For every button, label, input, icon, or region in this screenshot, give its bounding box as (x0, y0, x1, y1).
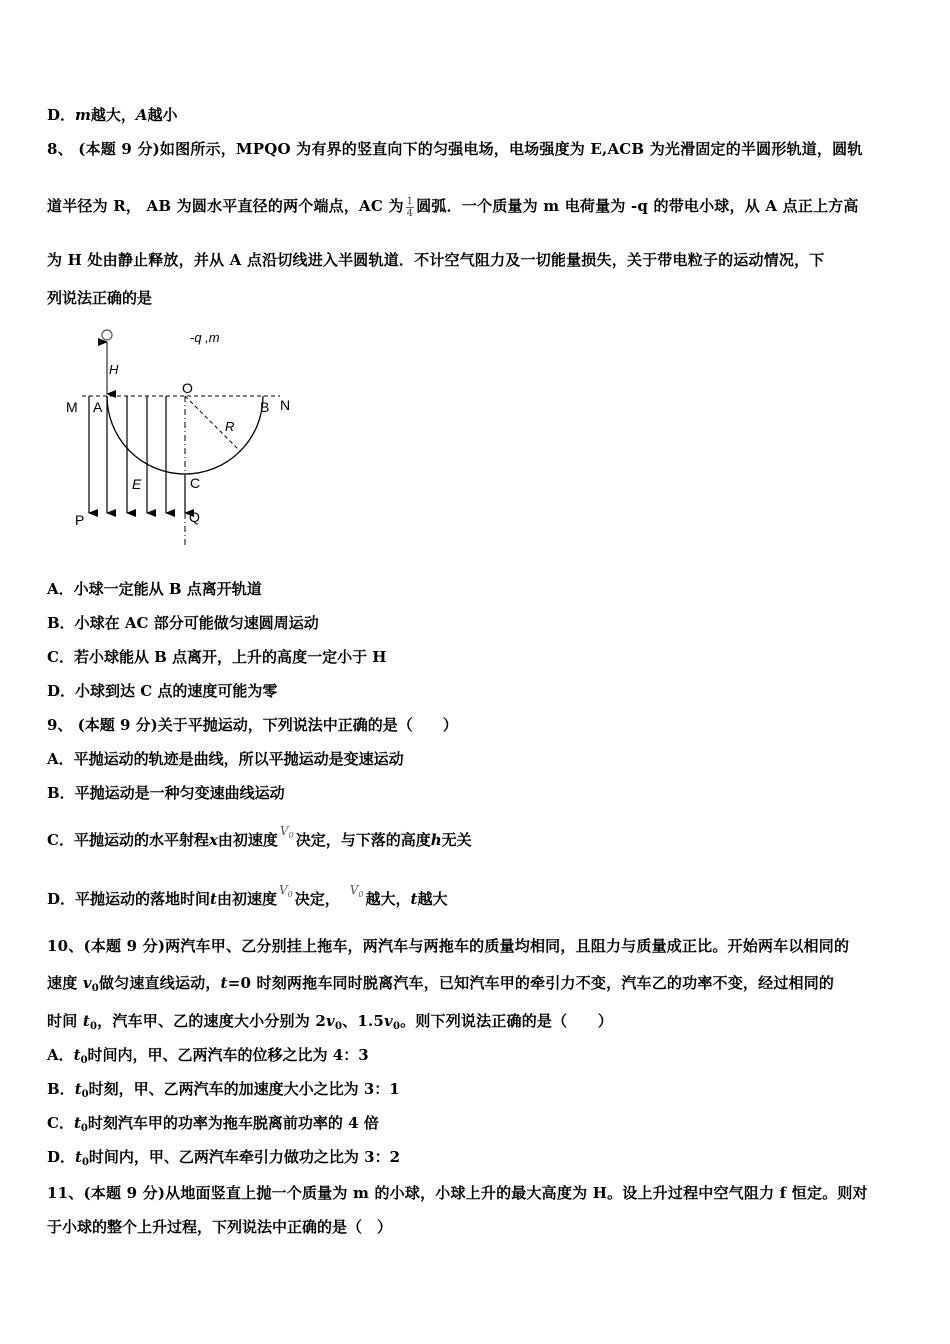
text: 道半径为 R， AB 为圆水平直径的两个端点，AC 为 (47, 197, 404, 215)
v0-symbol (280, 824, 294, 840)
text: 由初速度 (217, 831, 278, 849)
sub: 0 (80, 1123, 88, 1134)
sub: 0 (334, 1021, 343, 1032)
option-label: D． (47, 1148, 76, 1166)
option-label: D． (47, 106, 76, 124)
var-v: v (82, 974, 92, 992)
text: 时间内，甲、乙两汽车牵引力做功之比为 3：2 (88, 1148, 401, 1166)
ball-circle (102, 330, 112, 340)
var-t: t (75, 1148, 82, 1166)
text: 由初速度 (216, 890, 277, 908)
option-label: C． (47, 1114, 74, 1132)
q10-option-c (47, 1112, 379, 1134)
var-h: h (430, 831, 442, 849)
v-letter: V (278, 883, 288, 897)
text: 时刻，甲、乙两汽车的加速度大小之比为 3：1 (88, 1080, 400, 1098)
label-n: N (280, 397, 291, 413)
text: 时间 (47, 1012, 78, 1030)
q9-option-d (47, 883, 448, 909)
q8-option-b: B．小球在 AC 部分可能做匀速圆周运动 (47, 614, 319, 632)
label-p: P (75, 512, 85, 528)
electric-field-diagram (62, 325, 312, 550)
label-c: C (190, 475, 201, 491)
text: 越大， (90, 106, 136, 124)
q10-stem-line2 (47, 972, 834, 994)
v-sub: 0 (358, 890, 364, 899)
sub: 0 (81, 1089, 89, 1100)
text: D．平抛运动的落地时间 (47, 890, 211, 908)
fraction-denominator: 4 (406, 207, 414, 219)
text: 圆弧．一个质量为 m 电荷量为 -q 的带电小球，从 A 点正上方高 (416, 197, 859, 215)
q10-option-a (47, 1044, 369, 1066)
text: 越大 (417, 890, 448, 908)
q8-stem-line4: 列说法正确的是 (47, 289, 153, 307)
var-t: t (73, 1114, 81, 1132)
text: 决定， (294, 890, 340, 908)
fraction (406, 196, 415, 219)
var-a: A (135, 106, 148, 124)
q8-stem-line3: 为 H 处由静止释放，并从 A 点沿切线进入半圆轨道．不计空气阻力及一切能量损失，关于带电粒子的运动情况，下 (47, 251, 825, 269)
option-label: B． (47, 1080, 75, 1098)
text: 越大， (365, 890, 411, 908)
q9-stem: 9、 (本题 9 分)关于平抛运动，下列说法中正确的是（ ） (47, 716, 458, 734)
v-letter: V (279, 824, 289, 838)
label-b: B (260, 399, 270, 415)
q10-stem-line1: 10、(本题 9 分)两汽车甲、乙分别挂上拖车，两汽车与两拖车的质量均相同，且阻力与质量成正比。开始两车以相同的 (47, 937, 850, 955)
q8-option-c: C．若小球能从 B 点离开，上升的高度一定小于 H (47, 648, 387, 666)
text: 越小 (147, 106, 178, 124)
label-q: Q (189, 509, 200, 525)
q9-option-c (47, 824, 472, 850)
q8-option-a: A．小球一定能从 B 点离开轨道 (47, 580, 262, 598)
var-m: m (75, 106, 91, 124)
sub: 0 (91, 983, 99, 994)
var-t: t (210, 890, 217, 908)
v-letter: V (349, 883, 359, 897)
label-o: O (182, 380, 193, 396)
q8-option-d: D．小球到达 C 点的速度可能为零 (47, 682, 278, 700)
text: 做匀速直线运动， (98, 974, 221, 992)
var-t: t (74, 1080, 82, 1098)
sub: 0 (81, 1157, 89, 1168)
var-v: v (384, 1012, 393, 1030)
var-v: v (326, 1012, 335, 1030)
label-h: H (109, 362, 119, 377)
text: 时刻汽车甲的功率为拖车脱离前功率的 4 倍 (87, 1114, 379, 1132)
q9-option-b: B．平抛运动是一种匀变速曲线运动 (47, 784, 285, 802)
fraction-numerator: 1 (406, 195, 414, 207)
v-sub: 0 (288, 831, 294, 840)
var-t: t (220, 974, 228, 992)
text: 速度 (47, 974, 78, 992)
q7-option-d (47, 104, 178, 125)
label-m: M (66, 399, 78, 415)
text: C．平抛运动的水平射程 (47, 831, 209, 849)
v0-symbol (279, 883, 293, 899)
var-t: t (410, 890, 418, 908)
option-label: A． (47, 1046, 74, 1064)
v0-symbol (350, 883, 364, 899)
var-t: t (82, 1012, 90, 1030)
q11-stem-line2: 于小球的整个上升过程，下列说法中正确的是（ ） (47, 1218, 393, 1236)
var-t: t (73, 1046, 81, 1064)
q8-stem-line2 (47, 195, 859, 219)
label-r: R (225, 419, 235, 434)
text: =0 时刻两拖车同时脱离汽车，已知汽车甲的牵引力不变，汽车乙的功率不变，经过相同的 (227, 974, 835, 992)
q8-stem-line1: 8、 (本题 9 分)如图所示，MPQO 为有界的竖直向下的匀强电场，电场强度为 E,ACB 为光滑固定的半圆形轨道，圆轨 (47, 140, 863, 158)
q10-option-d (47, 1146, 400, 1168)
sub: 0 (80, 1055, 88, 1066)
sub: 0 (392, 1021, 401, 1032)
sub: 0 (89, 1021, 98, 1032)
label-a: A (93, 399, 103, 415)
text: 时间内，甲、乙两汽车的位移之比为 4：3 (87, 1046, 369, 1064)
q10-option-b (47, 1078, 400, 1100)
text: 决定，与下落的高度 (295, 831, 431, 849)
text: 无关 (441, 831, 472, 849)
label-e: E (132, 476, 142, 492)
q11-stem-line1: 11、(本题 9 分)从地面竖直上抛一个质量为 m 的小球，小球上升的最大高度为 H。设上升过程中空气阻力 f 恒定。则对 (47, 1184, 868, 1202)
q10-stem-line3 (47, 1010, 613, 1032)
text: 。则下列说法正确的是（ ） (400, 1012, 613, 1030)
var-x: x (208, 831, 218, 849)
v-sub: 0 (287, 890, 293, 899)
charge-label: -q ,m (190, 330, 220, 345)
text: 、1.5 (342, 1012, 385, 1030)
text: ，汽车甲、乙的速度大小分别为 2 (97, 1012, 327, 1030)
q9-option-a: A．平抛运动的轨迹是曲线，所以平抛运动是变速运动 (47, 750, 404, 768)
